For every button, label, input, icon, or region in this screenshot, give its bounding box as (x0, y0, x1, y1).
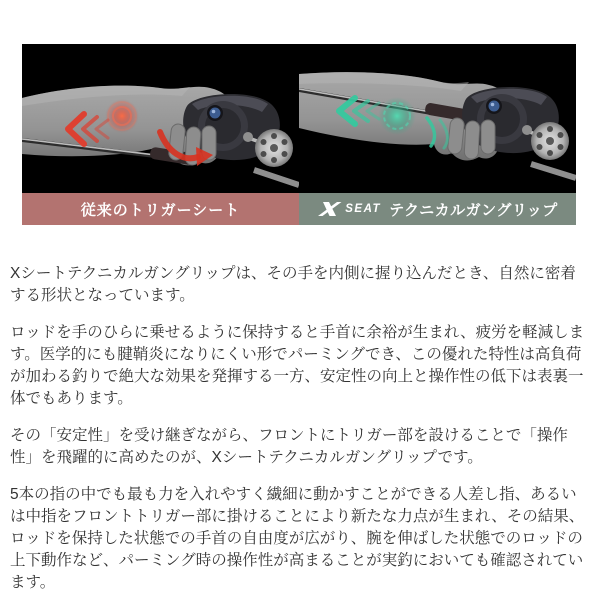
grip-comparison-section (22, 44, 576, 225)
fingers-illustration (447, 117, 495, 159)
paragraph-palming: ロッドを手のひらに乗せるように保持すると手首に余裕が生まれ、疲労を軽減します。医学的にも腱鞘炎になりにくい形でパーミングでき、この優れた特性は高負荷が加わる釣りで絶大な効果を発揮する一方、安定性の向上と操作性の低下は表裏一体でもあります。 (10, 324, 585, 407)
panel-xseat (299, 44, 576, 225)
caption-xseat-label: テクニカルガングリップ (389, 201, 558, 219)
xseat-logo (317, 201, 381, 217)
conventional-grip-image (22, 44, 299, 193)
paragraph-fingers: 5本の指の中でも最も力を入れやすく繊細に動かすことができる人差し指、あるいは中指をフロントトリガー部に掛けることにより新たな力点が生まれ、その結果、ロッドを保持した状態での手首の自由度が広がり、腕を伸ばした状態でのロッドの上下動作など、パーミング時の操作性が高まることが実釣においても確認されています。 (10, 486, 585, 591)
xseat-grip-illustration (299, 44, 576, 193)
relief-glow-icon (378, 97, 416, 135)
paragraph-intro: Xシートテクニカルガングリップは、その手を内側に握り込んだとき、自然に密着する形状となっています。 (10, 265, 576, 304)
paragraph-stability: その「安定性」を受け継ぎながら、フロントにトリガー部を設けることで「操作性」を飛躍的に高めたのが、Xシートテクニカルガングリップです。 (10, 427, 568, 466)
panel-conventional (22, 44, 299, 225)
xseat-x-icon (317, 201, 342, 217)
xseat-grip-image (299, 44, 576, 193)
description-text (10, 263, 590, 594)
conventional-grip-illustration (22, 44, 299, 193)
caption-xseat (299, 193, 576, 225)
caption-conventional-label: 従来のトリガーシート (80, 201, 241, 219)
stress-glow-icon (105, 99, 139, 133)
caption-conventional (22, 193, 299, 225)
xseat-logo-text: SEAT (345, 203, 382, 215)
